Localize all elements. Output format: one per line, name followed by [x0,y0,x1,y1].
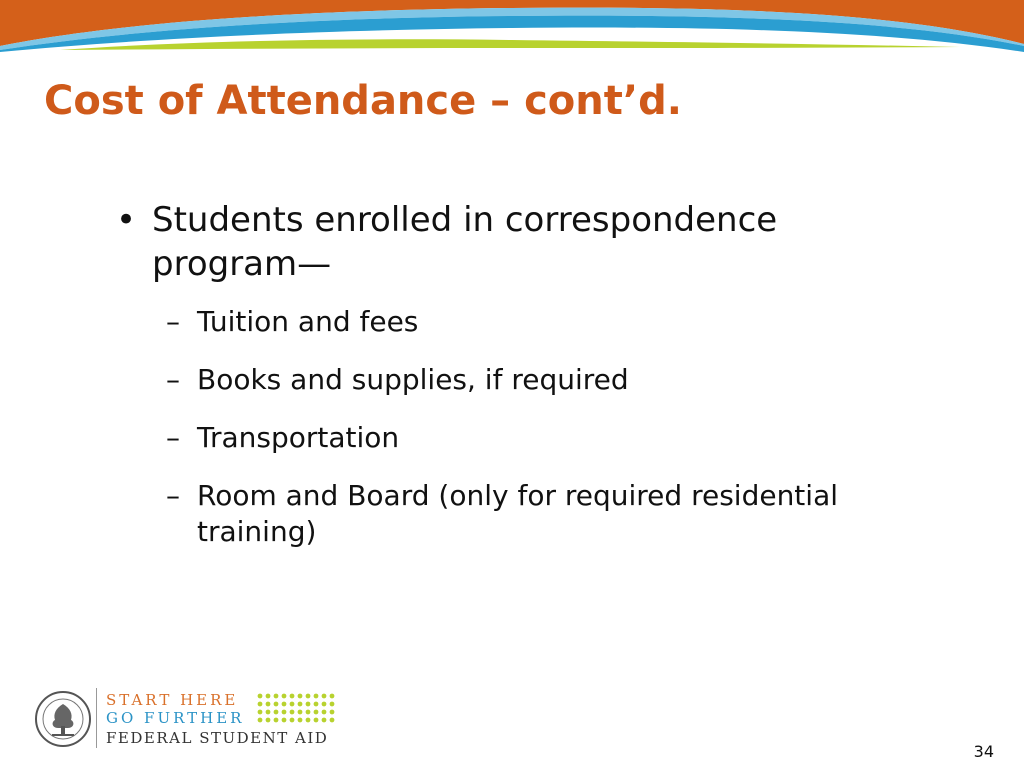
sub-bullet-list [112,304,912,550]
fsa-logo [34,686,354,752]
dot-grid-icon [256,692,340,726]
logo-line-go-further: GO FURTHER [106,709,245,727]
logo-line-start-here: START HERE [106,691,239,709]
bullet-marker: • [116,200,137,240]
sub-bullet-text: Room and Board (only for required residential training) [197,479,839,548]
dash-marker: – [166,305,180,338]
bullet-item [112,198,912,286]
sub-bullet-text: Books and supplies, if required [197,363,629,396]
page-number: 34 [973,742,994,761]
bullet-text: Students enrolled in correspondence program— [152,200,778,284]
department-of-education-seal-icon [34,690,92,748]
bullet-list [112,198,912,572]
sub-bullet-item [166,420,912,456]
dash-marker: – [166,421,180,454]
dash-marker: – [166,363,180,396]
header-wave-band [0,0,1024,60]
slide-title: Cost of Attendance – cont’d. [44,78,682,124]
sub-bullet-text: Transportation [197,421,400,454]
dash-marker: – [166,479,180,512]
logo-divider [96,688,97,748]
sub-bullet-item [166,304,912,340]
sub-bullet-item [166,362,912,398]
sub-bullet-item [166,478,912,550]
sub-bullet-text: Tuition and fees [197,305,419,338]
logo-line-federal-student-aid: FEDERAL STUDENT AID [106,729,329,747]
